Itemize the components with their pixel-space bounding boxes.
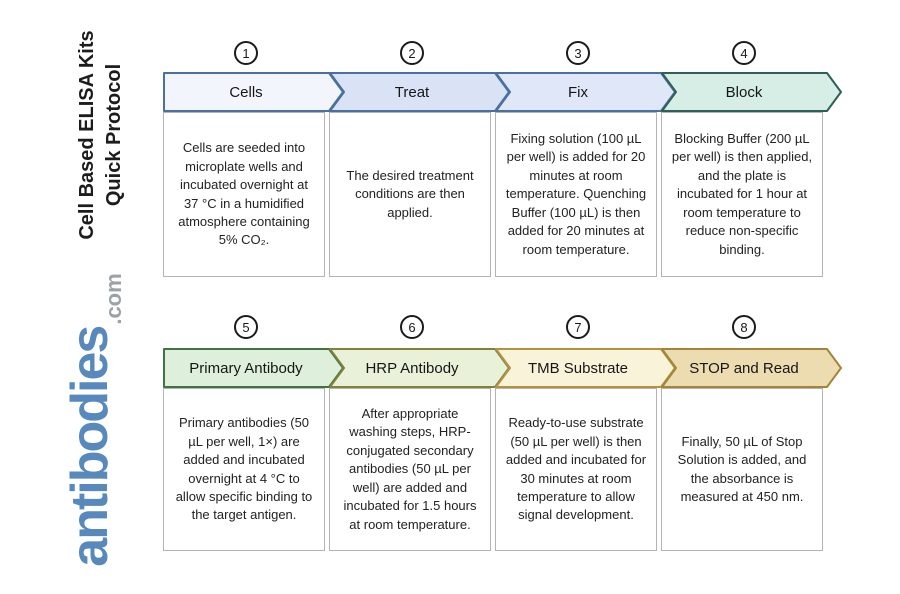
step-number: 3 [574, 45, 582, 61]
step-header-arrow [495, 348, 676, 388]
step-label: Cells [229, 83, 263, 101]
step-label: TMB Substrate [527, 359, 629, 377]
step-8-column [661, 312, 827, 557]
step-description: Primary antibodies (50 µL per well, 1×) are added and incubated overnight at 4 °C to allow specific binding to the target antigen. [175, 415, 313, 523]
step-description-box [329, 112, 491, 277]
step-number-badge [400, 315, 424, 339]
step-number: 4 [740, 45, 748, 61]
protocol-row-1 [163, 38, 827, 283]
brand-logo-text: antibodies [61, 326, 119, 567]
step-number: 5 [242, 319, 250, 335]
step-description-box [329, 388, 491, 551]
step-description-box [163, 112, 325, 277]
step-number-badge [566, 315, 590, 339]
step-label: Primary Antibody [189, 359, 303, 377]
step-2-column [329, 38, 495, 283]
step-label: Treat [394, 83, 430, 101]
brand-logo [60, 260, 130, 580]
step-description-box [163, 388, 325, 551]
step-description: Blocking Buffer (200 µL per well) is then applied, and the plate is incubated for 1 hour at room temperature to reduce non-specific binding. [671, 130, 813, 257]
step-number: 7 [574, 319, 582, 335]
step-number-badge [732, 315, 756, 339]
step-number-badge [234, 41, 258, 65]
brand-logo-suffix: .com [101, 273, 126, 325]
step-description: Cells are seeded into microplate wells and incubated overnight at 37 °C in a humidified atmosphere containing 5% CO₂. [178, 140, 310, 248]
step-number-badge [732, 41, 756, 65]
step-description-box [495, 112, 657, 277]
step-header-arrow [661, 348, 842, 388]
step-description-box [661, 112, 823, 277]
page-title-line1: Cell Based ELISA Kits [76, 30, 98, 240]
step-number-badge [234, 315, 258, 339]
step-number-badge [400, 41, 424, 65]
step-number-badge [566, 41, 590, 65]
step-number: 6 [408, 319, 416, 335]
step-description: Finally, 50 µL of Stop Solution is added, and the absorbance is measured at 450 nm. [677, 433, 807, 504]
step-description: The desired treatment conditions are then applied. [346, 167, 474, 220]
step-description-box [495, 388, 657, 551]
step-5-column [163, 312, 329, 557]
step-header-arrow [495, 72, 676, 112]
step-label: STOP and Read [689, 359, 799, 377]
step-description: After appropriate washing steps, HRP-conjugated secondary antibodies (50 µL per well) are added and incubated for 1.5 hours at room temperature. [343, 405, 477, 532]
step-4-column [661, 38, 827, 283]
step-label: Fix [568, 83, 588, 101]
step-6-column [329, 312, 495, 557]
page-title-line2: Quick Protocol [103, 63, 125, 207]
step-number: 2 [408, 45, 416, 61]
protocol-row-2 [163, 312, 827, 557]
step-label: Block [725, 83, 763, 101]
page-title [74, 30, 130, 240]
step-header-arrow [329, 72, 510, 112]
step-3-column [495, 38, 661, 283]
step-label: HRP Antibody [365, 359, 459, 377]
step-header-arrow [163, 72, 344, 112]
step-header-arrow [661, 72, 842, 112]
step-number: 8 [740, 319, 748, 335]
step-7-column [495, 312, 661, 557]
step-header-arrow [329, 348, 510, 388]
step-description: Ready-to-use substrate (50 µL per well) is then added and incubated for 30 minutes at room temperature to allow signal development. [505, 415, 647, 523]
step-description: Fixing solution (100 µL per well) is added for 20 minutes at room temperature. Quenching Buffer (100 µL) is then added for 20 minutes at room temperature. [505, 130, 647, 257]
step-1-column [163, 38, 329, 283]
step-header-arrow [163, 348, 344, 388]
step-description-box [661, 388, 823, 551]
step-number: 1 [242, 45, 250, 61]
